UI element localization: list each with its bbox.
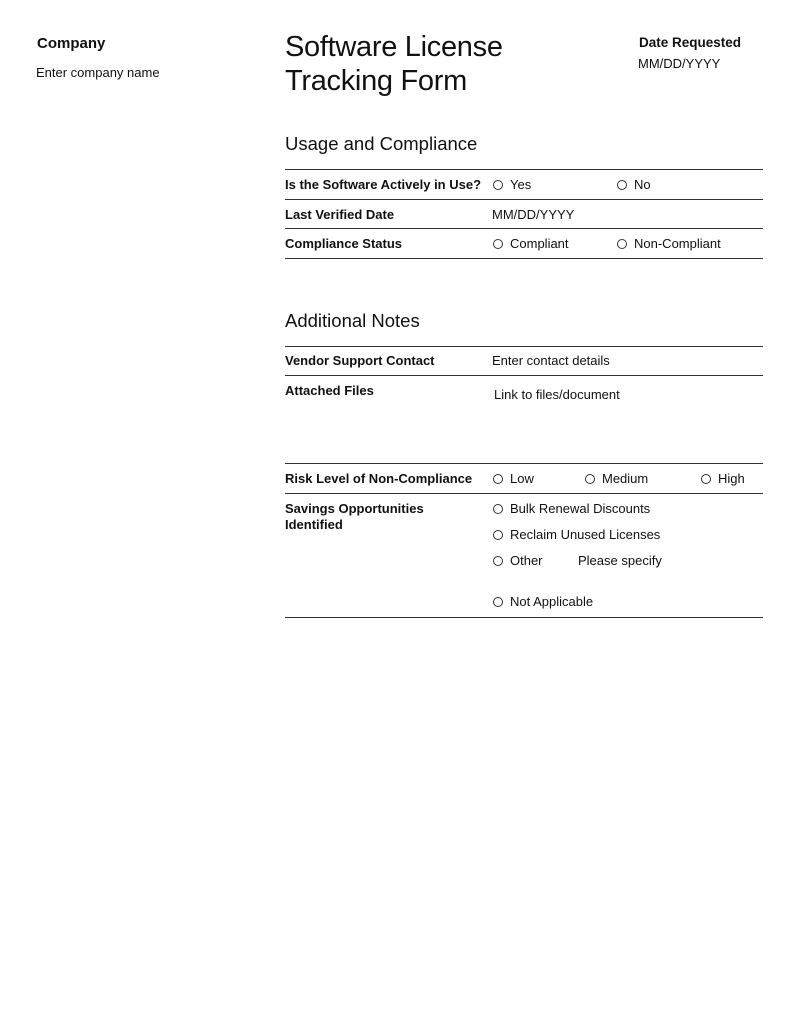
savings-label-line-1: Savings Opportunities [285,501,424,516]
active-no-radio[interactable] [617,177,651,192]
radio-label: High [718,471,745,486]
page-title [285,30,503,98]
last-verified-label: Last Verified Date [285,207,395,222]
radio-circle-icon [617,239,627,249]
divider [285,346,763,347]
divider [285,258,763,259]
radio-circle-icon [617,180,627,190]
risk-high-radio[interactable] [701,471,745,486]
vendor-contact-label: Vendor Support Contact [285,353,435,368]
company-label: Company [37,35,106,52]
notes-section-title: Additional Notes [285,310,420,331]
title-line-1: Software License [285,31,503,63]
radio-circle-icon [493,530,503,540]
divider [285,228,763,229]
radio-label: Low [510,471,534,486]
radio-circle-icon [701,474,711,484]
risk-low-radio[interactable] [493,471,534,486]
divider [285,169,763,170]
divider [285,617,763,618]
attached-files-label: Attached Files [285,383,374,398]
radio-label: Reclaim Unused Licenses [510,527,661,542]
radio-label: Other [510,553,543,568]
radio-label: Medium [602,471,649,486]
date-requested-field[interactable]: MM/DD/YYYY [638,56,721,71]
radio-label: Non-Compliant [634,236,721,251]
date-requested-label: Date Requested [639,35,742,50]
divider [285,199,763,200]
attached-files-field[interactable]: Link to files/document [494,387,620,402]
divider [285,463,763,464]
radio-label: Yes [510,177,532,192]
usage-section-title: Usage and Compliance [285,133,478,154]
compliant-radio[interactable] [493,236,569,251]
radio-circle-icon [493,556,503,566]
last-verified-field[interactable]: MM/DD/YYYY [492,207,575,222]
title-line-2: Tracking Form [285,65,467,97]
radio-circle-icon [493,180,503,190]
savings-label-line-2: Identified [285,517,343,532]
radio-circle-icon [493,504,503,514]
radio-circle-icon [493,239,503,249]
radio-label: Not Applicable [510,594,594,609]
risk-level-label: Risk Level of Non-Compliance [285,471,473,486]
radio-label: Compliant [510,236,569,251]
non-compliant-radio[interactable] [617,236,721,251]
company-name-field[interactable]: Enter company name [36,65,160,80]
radio-circle-icon [493,597,503,607]
radio-circle-icon [585,474,595,484]
radio-label: No [634,177,651,192]
active-yes-radio[interactable] [493,177,531,192]
risk-medium-radio[interactable] [585,471,648,486]
active-use-label: Is the Software Actively in Use? [285,177,482,192]
radio-circle-icon [493,474,503,484]
savings-label [285,501,424,533]
compliance-status-label: Compliance Status [285,236,403,251]
vendor-contact-field[interactable]: Enter contact details [492,353,610,368]
other-specify-field[interactable]: Please specify [578,553,662,568]
divider [285,375,763,376]
bulk-renewal-radio[interactable] [493,501,650,516]
reclaim-licenses-radio[interactable] [493,527,660,542]
radio-label: Bulk Renewal Discounts [510,501,651,516]
not-applicable-radio[interactable] [493,594,593,609]
other-radio[interactable] [493,553,543,568]
divider [285,493,763,494]
